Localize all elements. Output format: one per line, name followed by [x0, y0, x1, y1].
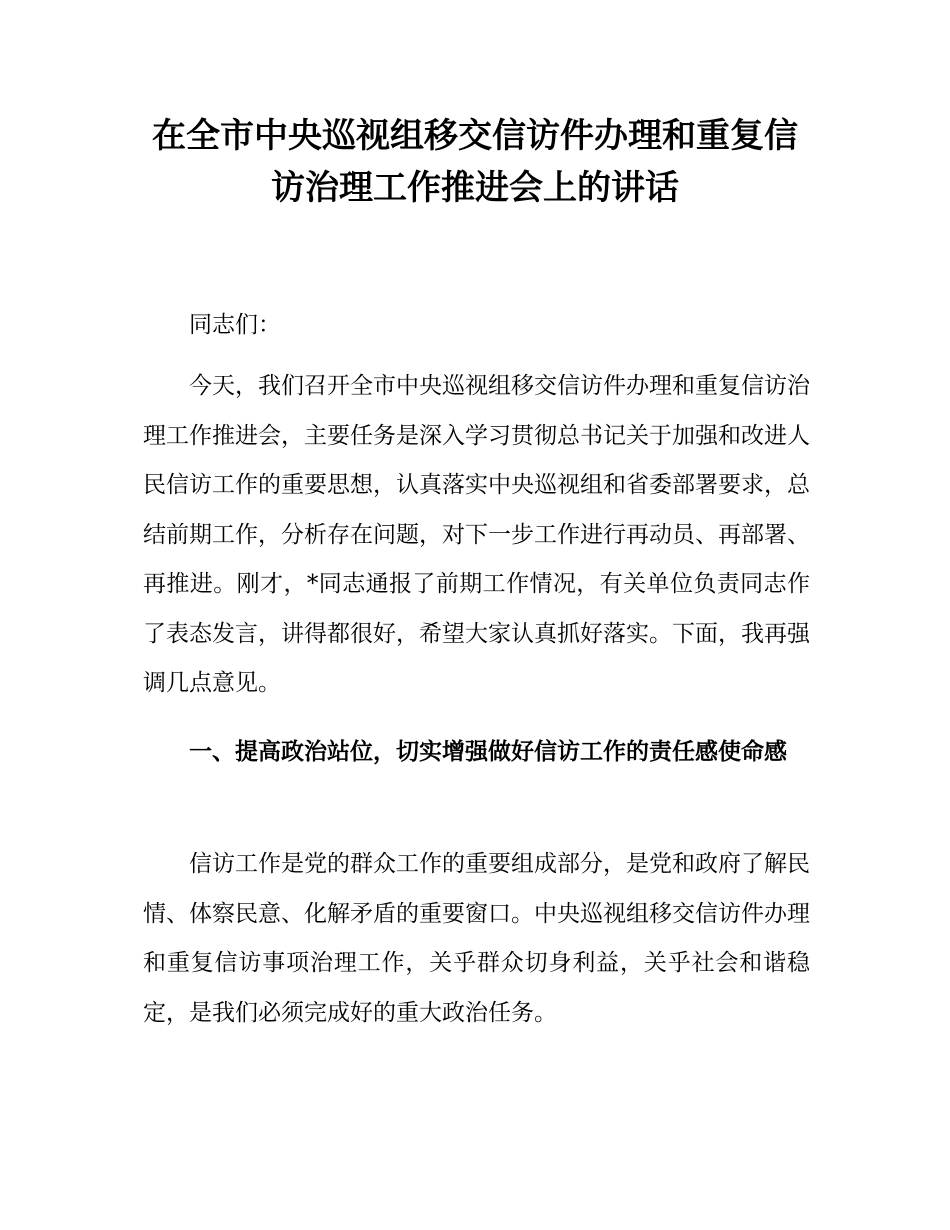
- section-heading-1: 一、提高政治站位，切实增强做好信访工作的责任感使命感: [189, 739, 787, 765]
- paragraph-section-1: 信访工作是党的群众工作的重要组成部分，是党和政府了解民情、体察民意、化解矛盾的重要窗口。中央巡视组移交信访件办理和重复信访事项治理工作，关乎群众切身利益，关乎社会和谐稳定，是我们必须完成好的重大政治任务。: [143, 851, 810, 1026]
- paragraph-opening: 今天，我们召开全市中央巡视组移交信访件办理和重复信访治理工作推进会，主要任务是深入学习贯彻总书记关于加强和改进人民信访工作的重要思想，认真落实中央巡视组和省委部署要求，总结前期工作，分析存在问题，对下一步工作进行再动员、再部署、再推进。刚才，*同志通报了前期工作情况，有关单位负责同志作了表态发言，讲得都很好，希望大家认真抓好落实。下面，我再强调几点意见。: [143, 373, 810, 696]
- document-title: [100, 110, 850, 214]
- salutation: 同志们：: [189, 312, 281, 338]
- title-line-1: 在全市中央巡视组移交信访件办理和重复信: [152, 116, 798, 156]
- title-line-2: 访治理工作推进会上的讲话: [271, 168, 679, 208]
